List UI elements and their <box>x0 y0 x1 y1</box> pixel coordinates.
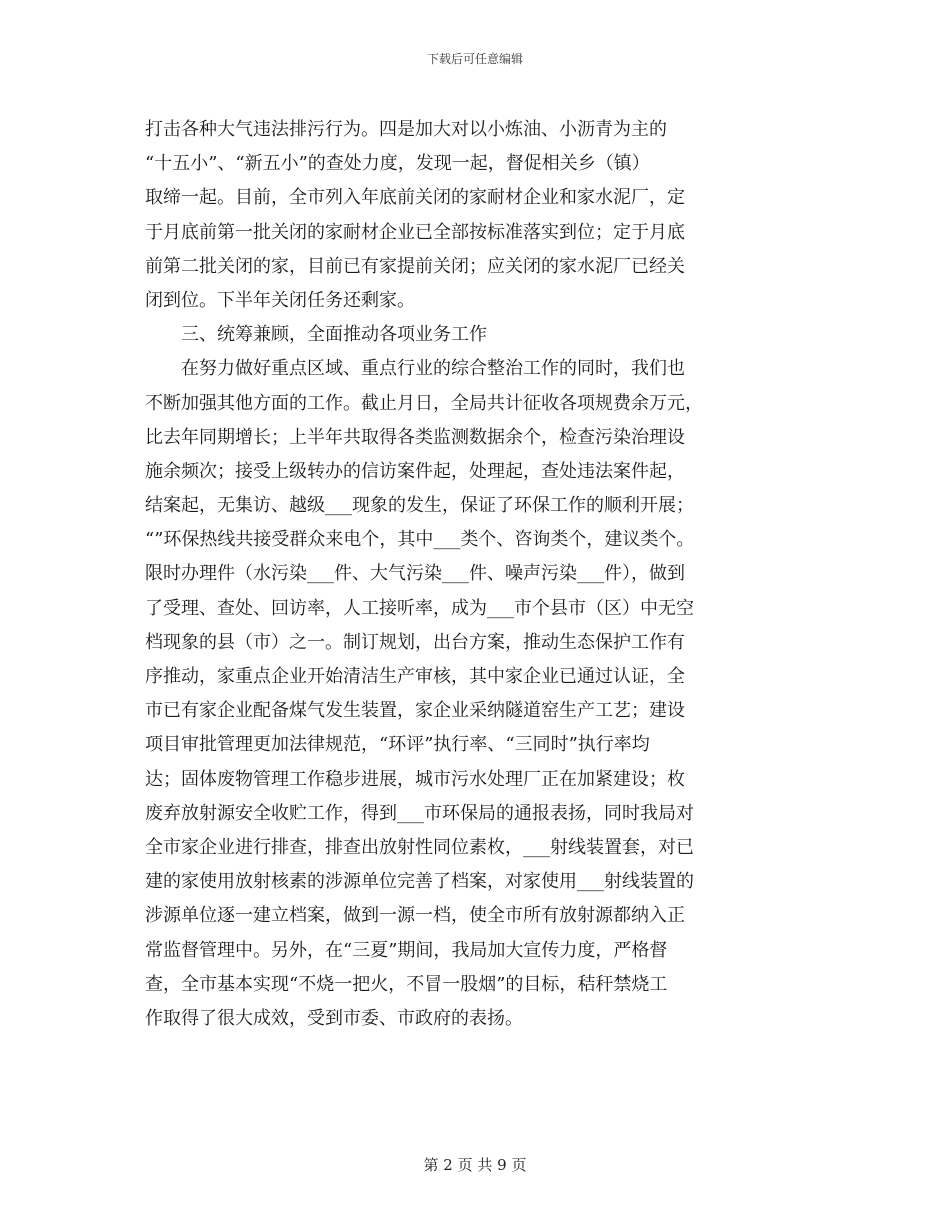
text-line: 常监督管理中。另外，在“三夏”期间，我局加大宣传力度，严格督 <box>145 939 668 961</box>
text-line: 序推动，家重点企业开始清洁生产审核，其中家企业已通过认证，全 <box>145 666 685 687</box>
page-header: 下载后可任意编辑 <box>426 52 523 66</box>
text-line: 达；固体废物管理工作稳步进展，城市污水处理厂正在加紧建设；枚 <box>145 768 685 790</box>
text-line: 涉源单位逐一建立档案，做到一源一档，使全市所有放射源都纳入正 <box>145 905 685 927</box>
text-line: 结案起，无集访、越级___现象的发生，保证了环保工作的顺利开展； <box>145 495 694 517</box>
page-footer: 第 2 页 共 9 页 <box>423 1156 527 1174</box>
text-line: 市已有家企业配备煤气发生装置，家企业采纳隧道窑生产工艺；建设 <box>145 700 685 722</box>
text-line: 作取得了很大成效，受到市委、市政府的表扬。 <box>145 1007 523 1029</box>
text-line: 限时办理件（水污染___件、大气污染___件、噪声污染___件），做到 <box>145 563 685 585</box>
text-line: 打击各种大气违法排污行为。四是加大对以小炼油、小沥青为主的 <box>145 119 667 140</box>
paragraph-start: 在努力做好重点区域、重点行业的综合整治工作的同时，我们也 <box>181 358 685 380</box>
text-line: 施余频次；接受上级转办的信访案件起，处理起，查处违法案件起， <box>145 460 685 482</box>
text-line: “”环保热线共接受群众来电个，其中___类个、咨询类个，建议类个。 <box>145 529 695 551</box>
text-line: 查，全市基本实现“不烧一把火，不冒一股烟”的目标，秸秆禁烧工 <box>145 973 668 995</box>
text-line: 比去年同期增长；上半年共取得各类监测数据余个，检查污染治理设 <box>145 426 685 448</box>
section-heading: 三、统筹兼顾，全面推动各项业务工作 <box>181 324 487 346</box>
text-line: 不断加强其他方面的工作。截止月日，全局共计征收各项规费余万元， <box>145 392 703 414</box>
text-line: 于月底前第一批关闭的家耐材企业已全部按标准落实到位；定于月底 <box>145 221 685 243</box>
text-line: 档现象的县（市）之一。制订规划，出台方案，推动生态保护工作有 <box>145 631 685 653</box>
document-body <box>145 113 835 1036</box>
text-line: 闭到位。下半年关闭任务还剩家。 <box>145 289 415 311</box>
text-line: 建的家使用放射核素的涉源单位完善了档案，对家使用___射线装置的 <box>145 871 694 893</box>
text-line: 废弃放射源安全收贮工作，得到___市环保局的通报表扬，同时我局对 <box>145 802 694 824</box>
text-line: “十五小”、“新五小”的查处力度，发现一起，督促相关乡（镇） <box>145 153 650 175</box>
text-line: 全市家企业进行排查，排查出放射性同位素枚，___射线装置套，对已 <box>145 836 694 858</box>
text-line: 了受理、查处、回访率，人工接听率，成为___市个县市（区）中无空 <box>145 597 694 619</box>
text-line: 取缔一起。目前，全市列入年底前关闭的家耐材企业和家水泥厂，定 <box>145 187 685 209</box>
text-line: 项目审批管理更加法律规范，“环评”执行率、“三同时”执行率均 <box>145 734 650 756</box>
text-line: 前第二批关闭的家，目前已有家提前关闭；应关闭的家水泥厂已经关 <box>145 255 685 277</box>
